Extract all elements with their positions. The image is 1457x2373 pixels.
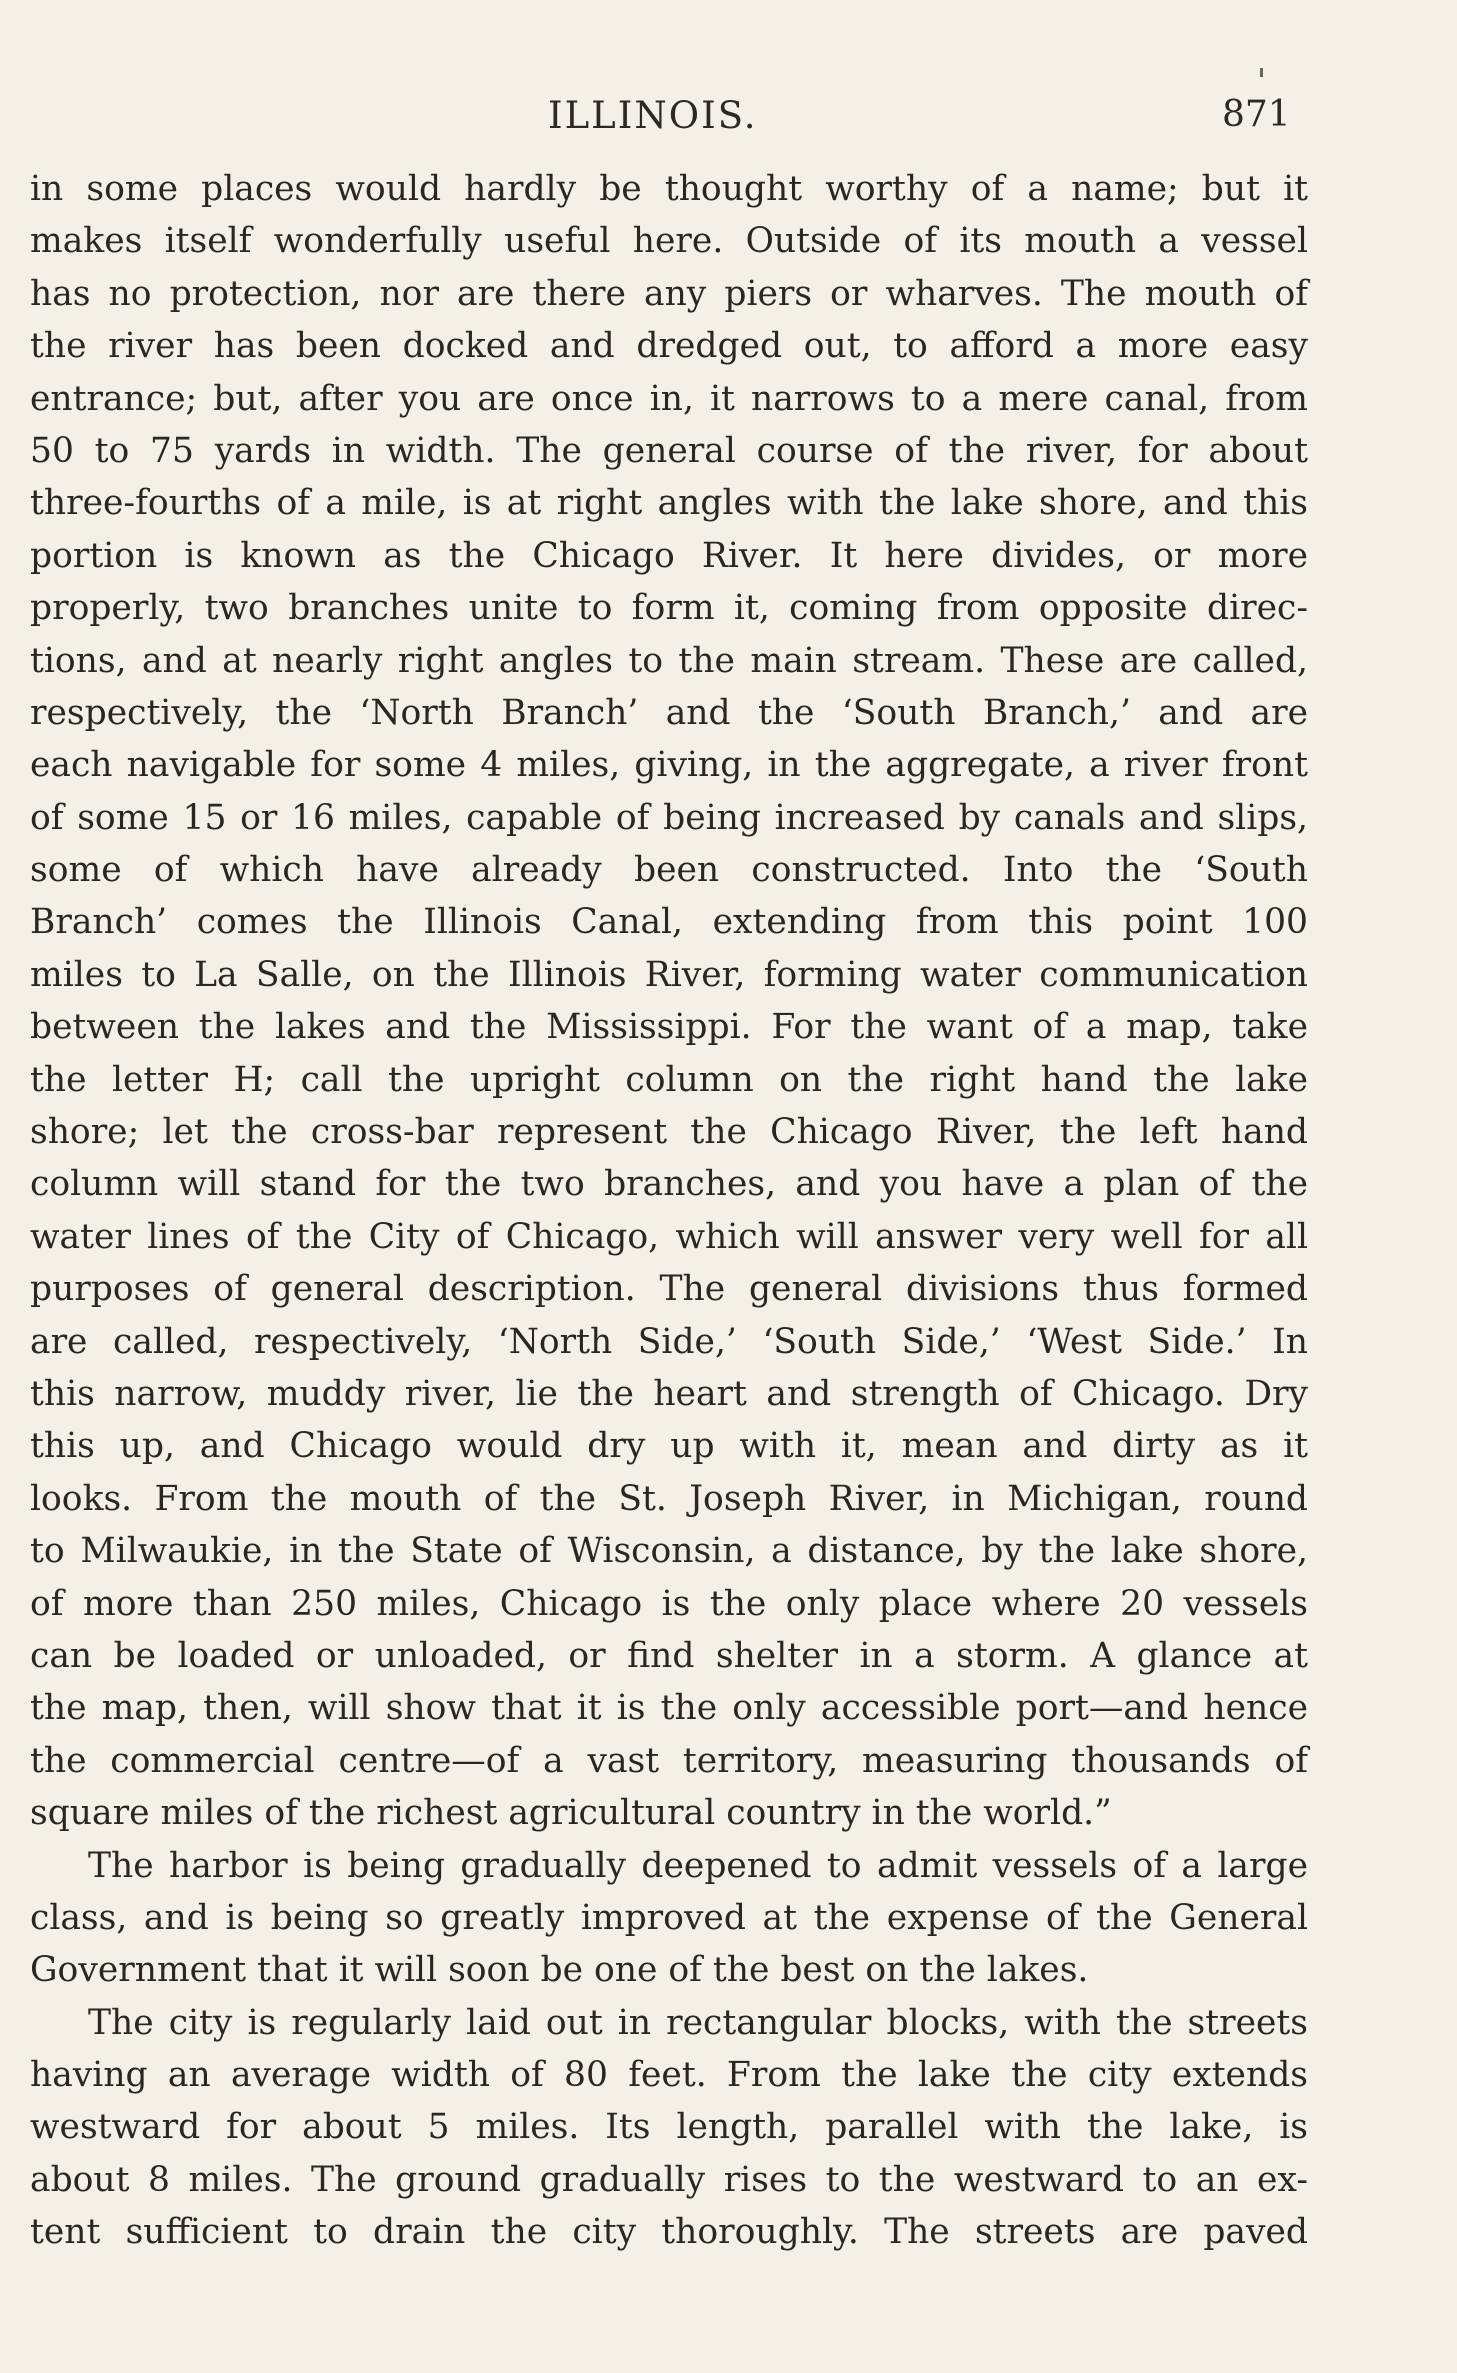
text-line: looks. From the mouth of the St. Joseph River, in Michigan, round [30, 1478, 1308, 1519]
text-line: respectively, the ‘North Branch’ and the ‘South Branch,’ and are [30, 692, 1308, 733]
text-line: entrance; but, after you are once in, it narrows to a mere canal, from [30, 378, 1308, 419]
page-number: 871 [1222, 94, 1291, 135]
text-line: Branch’ comes the Illinois Canal, extending from this point 100 [30, 902, 1308, 943]
text-line: this up, and Chicago would dry up with it, mean and dirty as it [30, 1426, 1308, 1467]
text-line: square miles of the richest agricultural country in the world.” [30, 1793, 1112, 1834]
text-line: the map, then, will show that it is the only accessible port—and hence [30, 1688, 1308, 1729]
text-line: can be loaded or unloaded, or find shelter in a storm. A glance at [30, 1635, 1308, 1676]
text-line: three-fourths of a mile, is at right angles with the lake shore, and this [30, 483, 1308, 524]
text-line: tent sufficient to drain the city thoroughly. The streets are paved [30, 2212, 1308, 2253]
text-line: has no protection, nor are there any piers or wharves. The mouth of [30, 273, 1308, 314]
text-line: 50 to 75 yards in width. The general course of the river, for about [30, 430, 1308, 471]
text-line: the letter H; call the upright column on the right hand the lake [30, 1059, 1308, 1100]
text-line: some of which have already been constructed. Into the ‘South [30, 850, 1308, 891]
text-line: of some 15 or 16 miles, capable of being increased by canals and slips, [30, 797, 1308, 838]
text-line: this narrow, muddy river, lie the heart and strength of Chicago. Dry [30, 1373, 1308, 1414]
text-line: westward for about 5 miles. Its length, parallel with the lake, is [30, 2107, 1308, 2148]
body-text [30, 163, 1308, 2259]
text-line: of more than 250 miles, Chicago is the only place where 20 vessels [30, 1583, 1308, 1624]
text-line: the river has been docked and dredged out, to afford a more easy [30, 326, 1308, 367]
text-line: makes itself wonderfully useful here. Outside of its mouth a vessel [30, 221, 1308, 262]
text-line: are called, respectively, ‘North Side,’ ‘South Side,’ ‘West Side.’ In [30, 1321, 1308, 1362]
text-line: between the lakes and the Mississippi. For the want of a map, take [30, 1007, 1308, 1048]
text-line: tions, and at nearly right angles to the main stream. These are called, [30, 640, 1308, 681]
text-line: each navigable for some 4 miles, giving, in the aggregate, a river front [30, 745, 1308, 786]
text-line: class, and is being so greatly improved at the expense of the General [30, 1897, 1308, 1938]
text-line: about 8 miles. The ground gradually rises to the westward to an ex- [30, 2159, 1308, 2200]
text-line: column will stand for the two branches, and you have a plan of the [30, 1164, 1308, 1205]
text-line: The city is regularly laid out in rectangular blocks, with the streets [88, 2002, 1308, 2043]
text-line: having an average width of 80 feet. From the lake the city extends [30, 2055, 1308, 2096]
text-line: the commercial centre—of a vast territory, measuring thousands of [30, 1740, 1308, 1781]
text-line: miles to La Salle, on the Illinois River, forming water communication [30, 954, 1308, 995]
text-line: shore; let the cross-bar represent the Chicago River, the left hand [30, 1112, 1308, 1153]
text-line: water lines of the City of Chicago, which will answer very well for all [30, 1216, 1308, 1257]
text-line: Government that it will soon be one of the best on the lakes. [30, 1950, 1089, 1991]
text-line: properly, two branches unite to form it, coming from opposite direc- [30, 588, 1308, 629]
text-line: purposes of general description. The general divisions thus formed [30, 1269, 1308, 1310]
text-line: in some places would hardly be thought worthy of a name; but it [30, 169, 1308, 209]
text-line: to Milwaukie, in the State of Wisconsin, a distance, by the lake shore, [30, 1531, 1308, 1572]
print-mark [1260, 68, 1263, 77]
page-header [0, 94, 1457, 144]
running-head: ILLINOIS. [548, 94, 758, 137]
text-line: portion is known as the Chicago River. It here divides, or more [30, 535, 1308, 576]
text-line: The harbor is being gradually deepened to admit vessels of a large [88, 1845, 1308, 1886]
